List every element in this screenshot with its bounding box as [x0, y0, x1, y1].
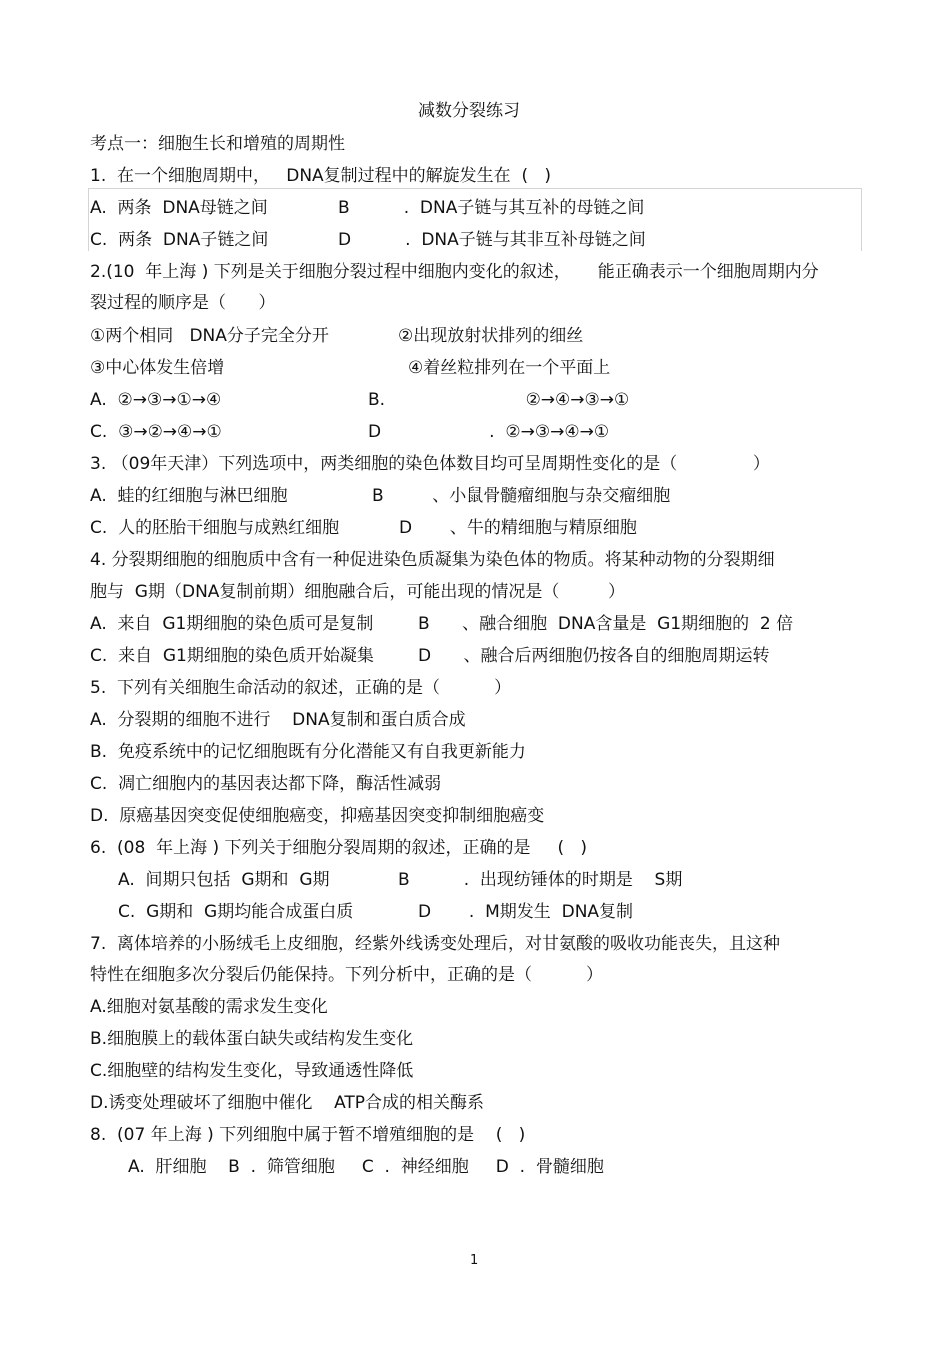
question-2-item-2: ②出现放射状排列的细丝: [398, 326, 584, 346]
question-3-option-d: D 、牛的精细胞与精原细胞: [399, 518, 637, 538]
question-5-option-d: D. 原癌基因突变促使细胞癌变，抑癌基因突变抑制细胞癌变: [90, 806, 545, 826]
question-5-option-b: B. 免疫系统中的记忆细胞既有分化潜能又有自我更新能力: [90, 742, 526, 762]
section-heading: 考点一：细胞生长和增殖的周期性: [90, 134, 345, 154]
question-1-option-c: C. 两条 DNA子链之间: [90, 230, 269, 250]
question-5-stem: 5. 下列有关细胞生命活动的叙述，正确的是（ ）: [90, 678, 512, 698]
question-4-stem-line2: 胞与 G期（DNA复制前期）细胞融合后，可能出现的情况是（ ）: [90, 582, 626, 602]
question-6-option-c: C. G期和 G期均能合成蛋白质: [118, 902, 354, 922]
question-4-option-b: B 、融合细胞 DNA含量是 G1期细胞的 2 倍: [418, 614, 794, 634]
question-8-stem: 8. (07 年上海 ) 下列细胞中属于暂不增殖细胞的是 ( ): [90, 1125, 526, 1145]
question-7-option-d: D.诱变处理破坏了细胞中催化 ATP合成的相关酶系: [90, 1093, 485, 1113]
question-1-option-b: B . DNA子链与其互补的母链之间: [338, 198, 645, 218]
question-2-stem-line1: 2.(10 年上海 ) 下列是关于细胞分裂过程中细胞内变化的叙述， 能正确表示一个细胞周期内分: [90, 262, 819, 282]
question-2-item-4: ④着丝粒排列在一个平面上: [408, 358, 611, 378]
question-4-stem-line1: 4. 分裂期细胞的细胞质中含有一种促进染色质凝集为染色体的物质。将某种动物的分裂期细: [90, 550, 775, 570]
question-2-option-a: A. ②→③→①→④: [90, 390, 222, 410]
question-6-option-b: B . 出现纺锤体的时期是 S期: [398, 870, 683, 890]
question-4-option-d: D 、融合后两细胞仍按各自的细胞周期运转: [418, 646, 770, 666]
question-2-item-3: ③中心体发生倍增: [90, 358, 225, 378]
question-2-option-b: B. ②→④→③→①: [368, 390, 630, 410]
question-2-stem-line2: 裂过程的顺序是（ ）: [90, 293, 276, 313]
question-2-option-c: C. ③→②→④→①: [90, 422, 222, 442]
question-4-option-a: A. 来自 G1期细胞的染色质可是复制: [90, 614, 374, 634]
question-4-option-c: C. 来自 G1期细胞的染色质开始凝集: [90, 646, 374, 666]
question-3-option-a: A. 蛙的红细胞与淋巴细胞: [90, 486, 288, 506]
question-2-item-1: ①两个相同 DNA分子完全分开: [90, 326, 329, 346]
question-5-option-a: A. 分裂期的细胞不进行 DNA复制和蛋白质合成: [90, 710, 466, 730]
question-6-stem: 6. (08 年上海 ) 下列关于细胞分裂周期的叙述，正确的是 ( ): [90, 838, 588, 858]
question-7-option-c: C.细胞壁的结构发生变化，导致通透性降低: [90, 1061, 414, 1081]
question-1-option-d: D . DNA子链与其非互补母链之间: [338, 230, 646, 250]
question-7-stem-line1: 7. 离体培养的小肠绒毛上皮细胞，经紫外线诱变处理后，对甘氨酸的吸收功能丧失，且这种: [90, 934, 781, 954]
question-8-options: A. 肝细胞 B . 筛管细胞 C . 神经细胞 D . 骨髓细胞: [128, 1157, 604, 1177]
question-3-option-b: B 、小鼠骨髓瘤细胞与杂交瘤细胞: [372, 486, 671, 506]
question-1-option-a: A. 两条 DNA母链之间: [90, 198, 268, 218]
question-6-option-a: A. 间期只包括 G期和 G期: [118, 870, 330, 890]
question-3-option-c: C. 人的胚胎干细胞与成熟红细胞: [90, 518, 340, 538]
question-1-stem: 1. 在一个细胞周期中， DNA复制过程中的解旋发生在 ( ): [90, 166, 551, 186]
question-3-stem: 3. （09年天津）下列选项中，两类细胞的染色体数目均可呈周期性变化的是（ ）: [90, 454, 770, 474]
question-6-option-d: D . M期发生 DNA复制: [418, 902, 634, 922]
question-5-option-c: C. 凋亡细胞内的基因表达都下降，酶活性减弱: [90, 774, 442, 794]
question-7-option-b: B.细胞膜上的载体蛋白缺失或结构发生变化: [90, 1029, 414, 1049]
page-number: 1: [470, 1253, 479, 1268]
question-7-option-a: A.细胞对氨基酸的需求发生变化: [90, 997, 328, 1017]
question-2-option-d: D . ②→③→④→①: [368, 422, 610, 442]
page-title: 减数分裂练习: [418, 101, 520, 121]
question-7-stem-line2: 特性在细胞多次分裂后仍能保持。下列分析中，正确的是（ ）: [90, 965, 604, 985]
